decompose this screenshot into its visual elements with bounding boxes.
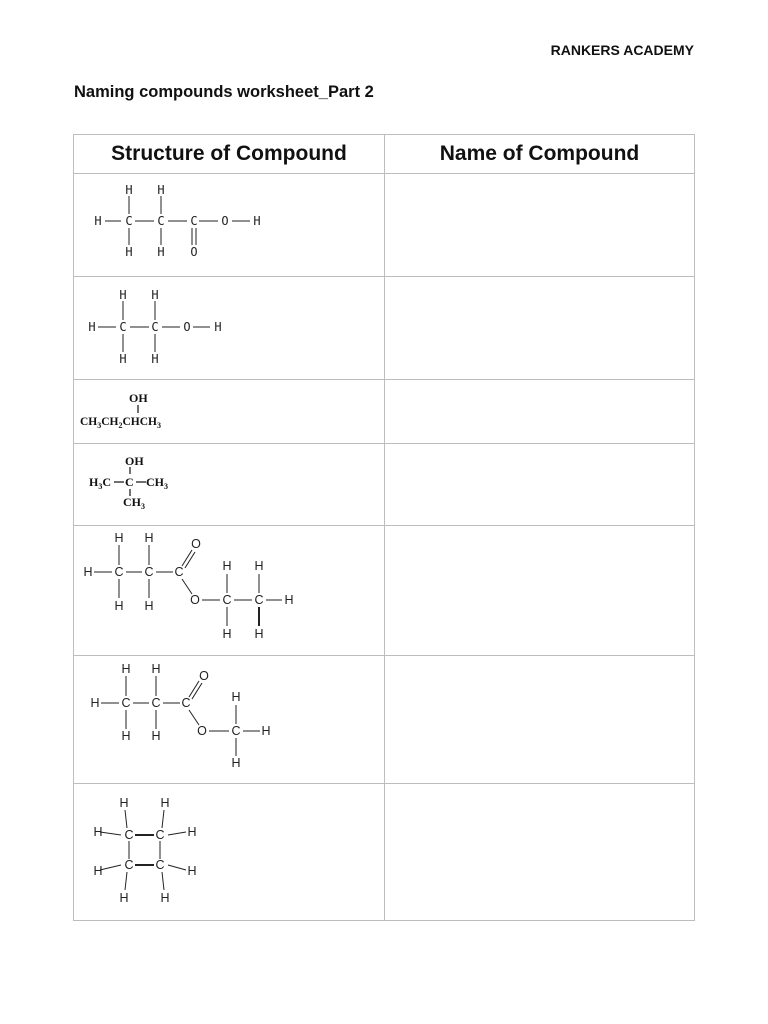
table-row <box>74 379 694 443</box>
svg-text:C: C <box>155 828 165 842</box>
structure-tert-butanol <box>74 444 385 526</box>
svg-text:H: H <box>121 662 131 676</box>
svg-text:C: C <box>124 858 134 872</box>
svg-text:H: H <box>151 288 159 302</box>
svg-text:C: C <box>151 320 159 334</box>
svg-text:C: C <box>125 214 133 228</box>
structure-cell <box>74 656 385 783</box>
svg-text:C: C <box>125 475 134 489</box>
structure-ethyl-propanoate <box>74 526 385 656</box>
svg-text:H: H <box>157 183 165 197</box>
svg-text:H: H <box>231 756 241 770</box>
svg-text:H: H <box>88 320 96 334</box>
svg-text:H: H <box>121 729 131 743</box>
structure-cell <box>74 174 385 276</box>
header-name: Name of Compound <box>439 142 640 165</box>
oh-label: OH <box>129 391 148 405</box>
svg-text:H: H <box>253 214 261 228</box>
structure-cell <box>74 380 385 443</box>
svg-text:CH3: $CH_3$ <box>123 495 145 511</box>
condensed-formula: $CH_3CH_2CHCH_3$ <box>80 416 161 430</box>
svg-text:O: O <box>190 245 198 259</box>
name-answer-cell[interactable] <box>385 656 694 783</box>
organization-name: RANKERS ACADEMY <box>550 42 694 58</box>
svg-text:O: O <box>183 320 191 334</box>
svg-text:H: H <box>222 559 232 573</box>
structure-cyclobutane <box>74 784 385 921</box>
svg-text:CH3: $CH_3$ <box>146 475 168 491</box>
svg-text:C: C <box>155 858 165 872</box>
svg-text:C: C <box>144 565 154 579</box>
table-row <box>74 525 694 655</box>
svg-text:H: H <box>254 627 264 641</box>
table-header-row <box>74 135 694 173</box>
structure-cell <box>74 784 385 920</box>
svg-text:O: O <box>221 214 229 228</box>
structure-methyl-propanoate <box>74 656 385 784</box>
svg-text:H: H <box>144 599 154 613</box>
svg-text:H: H <box>187 864 197 878</box>
svg-text:H: H <box>119 891 129 905</box>
svg-text:H: H <box>222 627 232 641</box>
svg-text:H: H <box>93 825 103 839</box>
svg-text:H: H <box>261 724 271 738</box>
svg-text:OH: OH <box>125 454 144 468</box>
name-answer-cell[interactable] <box>385 174 694 276</box>
name-answer-cell[interactable] <box>385 444 694 525</box>
svg-text:H: H <box>157 245 165 259</box>
svg-text:H: H <box>254 559 264 573</box>
svg-text:O: O <box>197 724 207 738</box>
svg-text:H: H <box>160 891 170 905</box>
svg-text:H: H <box>231 690 241 704</box>
svg-text:C: C <box>157 214 165 228</box>
svg-text:H: H <box>160 796 170 810</box>
svg-text:H: H <box>125 183 133 197</box>
svg-text:H: H <box>151 352 159 366</box>
table-row <box>74 783 694 920</box>
svg-text:H: H <box>151 729 161 743</box>
svg-text:H: H <box>214 320 222 334</box>
table-row <box>74 276 694 379</box>
svg-text:H: H <box>284 593 294 607</box>
structure-propanoic-acid <box>74 174 385 277</box>
svg-text:H: H <box>119 352 127 366</box>
svg-text:H: H <box>119 288 127 302</box>
svg-text:H: H <box>93 864 103 878</box>
svg-text:C: C <box>222 593 232 607</box>
name-answer-cell[interactable] <box>385 526 694 655</box>
svg-text:H: H <box>151 662 161 676</box>
name-answer-cell[interactable] <box>385 380 694 443</box>
svg-text:H: H <box>114 599 124 613</box>
svg-text:C: C <box>231 724 241 738</box>
table-row <box>74 173 694 276</box>
svg-text:C: C <box>151 696 161 710</box>
svg-text:O: O <box>191 537 201 551</box>
svg-text:C: C <box>190 214 198 228</box>
svg-text:C: C <box>181 696 191 710</box>
svg-text:C: C <box>121 696 131 710</box>
header-structure: Structure of Compound <box>74 135 385 173</box>
svg-text:H: H <box>144 531 154 545</box>
svg-text:O: O <box>190 593 200 607</box>
structure-butanol-condensed <box>74 380 385 444</box>
structure-ethanol <box>74 277 385 380</box>
svg-text:C: C <box>114 565 124 579</box>
name-answer-cell[interactable] <box>385 784 694 920</box>
svg-text:C: C <box>254 593 264 607</box>
svg-text:C: C <box>119 320 127 334</box>
svg-text:H: H <box>119 796 129 810</box>
svg-text:H: H <box>187 825 197 839</box>
svg-text:H: H <box>90 696 100 710</box>
svg-text:C: C <box>174 565 184 579</box>
table-row <box>74 443 694 525</box>
structure-cell <box>74 526 385 655</box>
svg-text:O: O <box>199 669 209 683</box>
name-answer-cell[interactable] <box>385 277 694 379</box>
svg-text:H: H <box>125 245 133 259</box>
svg-text:H: H <box>114 531 124 545</box>
compounds-table <box>73 134 695 921</box>
svg-text:H: H <box>94 214 102 228</box>
table-row <box>74 655 694 783</box>
structure-cell <box>74 277 385 379</box>
svg-text:H3C: $H_3C$ <box>89 475 112 491</box>
worksheet-title: Naming compounds worksheet_Part 2 <box>74 83 374 101</box>
svg-text:C: C <box>124 828 134 842</box>
structure-cell <box>74 444 385 525</box>
svg-text:H: H <box>83 565 93 579</box>
